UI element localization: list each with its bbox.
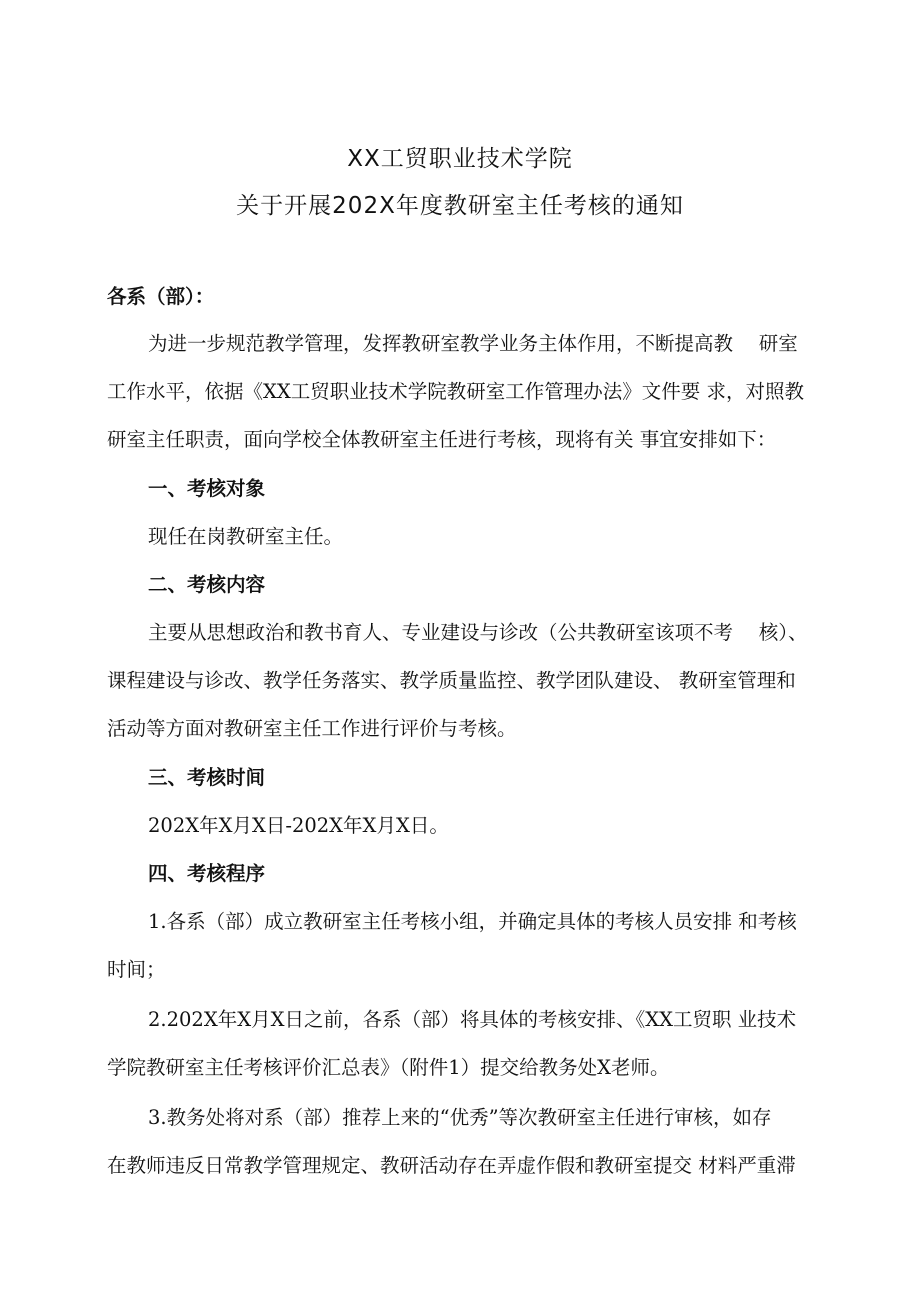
section-3-text: 202X年X月X日-202X年X月X日。 xyxy=(148,814,449,837)
section-1-text: 现任在岗教研室主任。 xyxy=(148,525,344,548)
section-4-heading: 四、考核程序 xyxy=(148,862,266,885)
salutation: 各系（部）： xyxy=(107,285,215,308)
section-2-text-line-2: 课程建设与诊改、教学任务落实、教学质量监控、教学团队建设、 教研室管理和 xyxy=(107,669,796,692)
intro-paragraph-line-3: 研室主任职责，面向学校全体教研室主任进行考核，现将有关 事宜安排如下： xyxy=(107,428,777,451)
section-4-item-1-line-1: 1.各系（部）成立教研室主任考核小组，并确定具体的考核人员安排 和考核 xyxy=(148,910,797,933)
document-title-subject: 关于开展202X年度教研室主任考核的通知 xyxy=(236,193,684,219)
section-2-text-line-3: 活动等方面对教研室主任工作进行评价与考核。 xyxy=(107,717,517,740)
section-4-item-3-line-1: 3.教务处将对系（部）推荐上来的“优秀”等次教研室主任进行审核，如存 xyxy=(148,1106,772,1129)
section-4-item-1-line-2: 时间； xyxy=(107,958,166,981)
intro-paragraph-line-1: 为进一步规范教学管理，发挥教研室教学业务主体作用，不断提高教 研室 xyxy=(148,332,798,355)
section-2-heading: 二、考核内容 xyxy=(148,573,266,596)
document-title-institution: XX工贸职业技术学院 xyxy=(347,146,573,172)
section-3-heading: 三、考核时间 xyxy=(148,766,266,789)
section-2-text-line-1: 主要从思想政治和教书育人、专业建设与诊改（公共教研室该项不考 核）、 xyxy=(148,621,808,644)
intro-paragraph-line-2: 工作水平，依据《XX工贸职业技术学院教研室工作管理办法》文件要 求，对照教 xyxy=(107,380,804,403)
section-4-item-3-line-2: 在教师违反日常教学管理规定、教研活动存在弄虚作假和教研室提交 材料严重滞 xyxy=(107,1154,796,1177)
section-1-heading: 一、考核对象 xyxy=(148,477,266,500)
section-4-item-2-line-2: 学院教研室主任考核评价汇总表》（附件1）提交给教务处X老师。 xyxy=(107,1056,670,1079)
section-4-item-2-line-1: 2.202X年X月X日之前，各系（部）将具体的考核安排、《XX工贸职 业技术 xyxy=(148,1008,797,1031)
